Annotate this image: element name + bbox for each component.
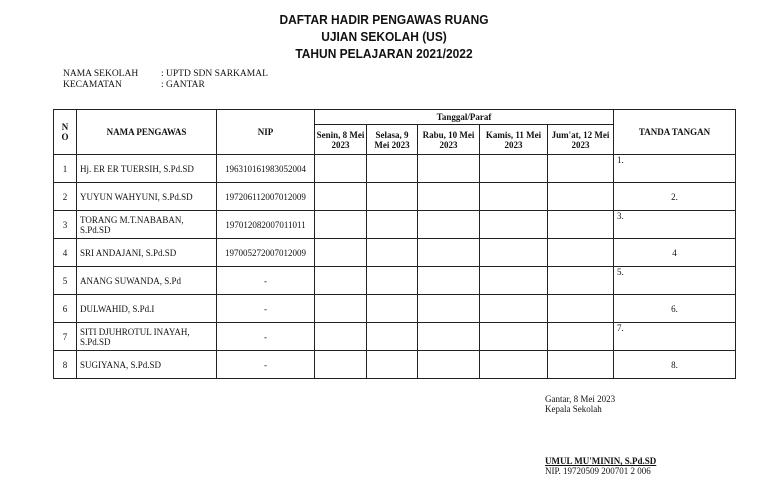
header-date-1: Senin, 8 Mei 2023: [315, 125, 367, 155]
school-label: NAMA SEKOLAH: [63, 69, 139, 79]
paraf-cell[interactable]: [548, 267, 614, 295]
row-name: SUGIYANA, S.Pd.SD: [77, 351, 217, 379]
paraf-cell[interactable]: [480, 295, 548, 323]
paraf-cell[interactable]: [315, 211, 367, 239]
row-nip: 196310161983052004: [217, 155, 315, 183]
title-line-1: DAFTAR HADIR PENGAWAS RUANG: [279, 12, 489, 27]
paraf-cell[interactable]: [418, 295, 480, 323]
paraf-cell[interactable]: [548, 351, 614, 379]
document-title: [0, 11, 768, 62]
row-nip: 197206112007012009: [217, 183, 315, 211]
signature-block: [545, 394, 615, 414]
table-row: [54, 183, 736, 211]
district-value: : GANTAR: [161, 80, 205, 90]
paraf-cell[interactable]: [548, 239, 614, 267]
header-nip: NIP: [217, 110, 315, 155]
paraf-cell[interactable]: [418, 239, 480, 267]
row-nip: -: [217, 267, 315, 295]
paraf-cell[interactable]: [548, 295, 614, 323]
row-name: ANANG SUWANDA, S.Pd: [77, 267, 217, 295]
paraf-cell[interactable]: [367, 267, 418, 295]
paraf-cell[interactable]: [315, 239, 367, 267]
paraf-cell[interactable]: [418, 323, 480, 351]
row-sign[interactable]: 5.: [614, 267, 736, 295]
paraf-cell[interactable]: [315, 323, 367, 351]
paraf-cell[interactable]: [418, 183, 480, 211]
paraf-cell[interactable]: [315, 183, 367, 211]
paraf-cell[interactable]: [367, 183, 418, 211]
row-name: YUYUN WAHYUNI, S.Pd.SD: [77, 183, 217, 211]
paraf-cell[interactable]: [367, 351, 418, 379]
attendance-table: [53, 109, 736, 379]
paraf-cell[interactable]: [418, 155, 480, 183]
row-sign[interactable]: 1.: [614, 155, 736, 183]
district-label: KECAMATAN: [63, 80, 122, 90]
row-name: TORANG M.T.NABABAN, S.Pd.SD: [77, 211, 217, 239]
header-date-4: Kamis, 11 Mei 2023: [480, 125, 548, 155]
paraf-cell[interactable]: [480, 183, 548, 211]
paraf-cell[interactable]: [480, 239, 548, 267]
table-header-row: [54, 110, 736, 125]
paraf-cell[interactable]: [315, 267, 367, 295]
paraf-cell[interactable]: [480, 211, 548, 239]
row-no: 2: [54, 183, 77, 211]
row-no: 4: [54, 239, 77, 267]
row-no: 3: [54, 211, 77, 239]
head-nip: NIP. 19720509 200701 2 006: [545, 466, 651, 476]
paraf-cell[interactable]: [367, 295, 418, 323]
head-name: UMUL MU'MININ, S.Pd.SD: [545, 456, 657, 466]
header-name: NAMA PENGAWAS: [77, 110, 217, 155]
paraf-cell[interactable]: [367, 155, 418, 183]
paraf-cell[interactable]: [315, 295, 367, 323]
row-sign[interactable]: 2.: [614, 183, 736, 211]
row-no: 8: [54, 351, 77, 379]
row-nip: -: [217, 295, 315, 323]
row-name: Hj. ER ER TUERSIH, S.Pd.SD: [77, 155, 217, 183]
row-nip: 197005272007012009: [217, 239, 315, 267]
header-date-5: Jum'at, 12 Mei 2023: [548, 125, 614, 155]
paraf-cell[interactable]: [480, 155, 548, 183]
row-name: DULWAHID, S.Pd.I: [77, 295, 217, 323]
table-row: [54, 239, 736, 267]
row-sign[interactable]: 7.: [614, 323, 736, 351]
row-no: 5: [54, 267, 77, 295]
row-sign[interactable]: 3.: [614, 211, 736, 239]
paraf-cell[interactable]: [480, 351, 548, 379]
row-no: 7: [54, 323, 77, 351]
table-row: [54, 155, 736, 183]
paraf-cell[interactable]: [548, 155, 614, 183]
header-sign: TANDA TANGAN: [614, 110, 736, 155]
row-nip: -: [217, 351, 315, 379]
row-sign[interactable]: 6.: [614, 295, 736, 323]
paraf-cell[interactable]: [548, 323, 614, 351]
title-line-3: TAHUN PELAJARAN 2021/2022: [295, 46, 473, 61]
row-name: SRI ANDAJANI, S.Pd.SD: [77, 239, 217, 267]
paraf-cell[interactable]: [367, 323, 418, 351]
paraf-cell[interactable]: [367, 239, 418, 267]
title-line-2: UJIAN SEKOLAH (US): [321, 29, 447, 44]
paraf-cell[interactable]: [315, 155, 367, 183]
paraf-cell[interactable]: [480, 323, 548, 351]
paraf-cell[interactable]: [480, 267, 548, 295]
head-position: Kepala Sekolah: [545, 404, 602, 414]
header-date-group: Tanggal/Paraf: [315, 110, 614, 125]
row-no: 1: [54, 155, 77, 183]
paraf-cell[interactable]: [367, 211, 418, 239]
paraf-cell[interactable]: [418, 351, 480, 379]
place-date: Gantar, 8 Mei 2023: [545, 394, 616, 404]
school-value: : UPTD SDN SARKAMAL: [161, 69, 268, 79]
paraf-cell[interactable]: [548, 211, 614, 239]
row-sign[interactable]: 8.: [614, 351, 736, 379]
paraf-cell[interactable]: [315, 351, 367, 379]
table-row: [54, 267, 736, 295]
row-nip: 197012082007011011: [217, 211, 315, 239]
header-date-3: Rabu, 10 Mei 2023: [418, 125, 480, 155]
row-nip: -: [217, 323, 315, 351]
signatory: [545, 456, 656, 476]
table-row: [54, 211, 736, 239]
row-sign[interactable]: 4: [614, 239, 736, 267]
table-row: [54, 351, 736, 379]
row-name: SITI DJUHROTUL INAYAH, S.Pd.SD: [77, 323, 217, 351]
paraf-cell[interactable]: [418, 211, 480, 239]
table-row: [54, 323, 736, 351]
header-no: N O: [54, 110, 77, 155]
school-info: [63, 69, 268, 91]
row-no: 6: [54, 295, 77, 323]
table-row: [54, 295, 736, 323]
paraf-cell[interactable]: [548, 183, 614, 211]
header-date-2: Selasa, 9 Mei 2023: [367, 125, 418, 155]
paraf-cell[interactable]: [418, 267, 480, 295]
